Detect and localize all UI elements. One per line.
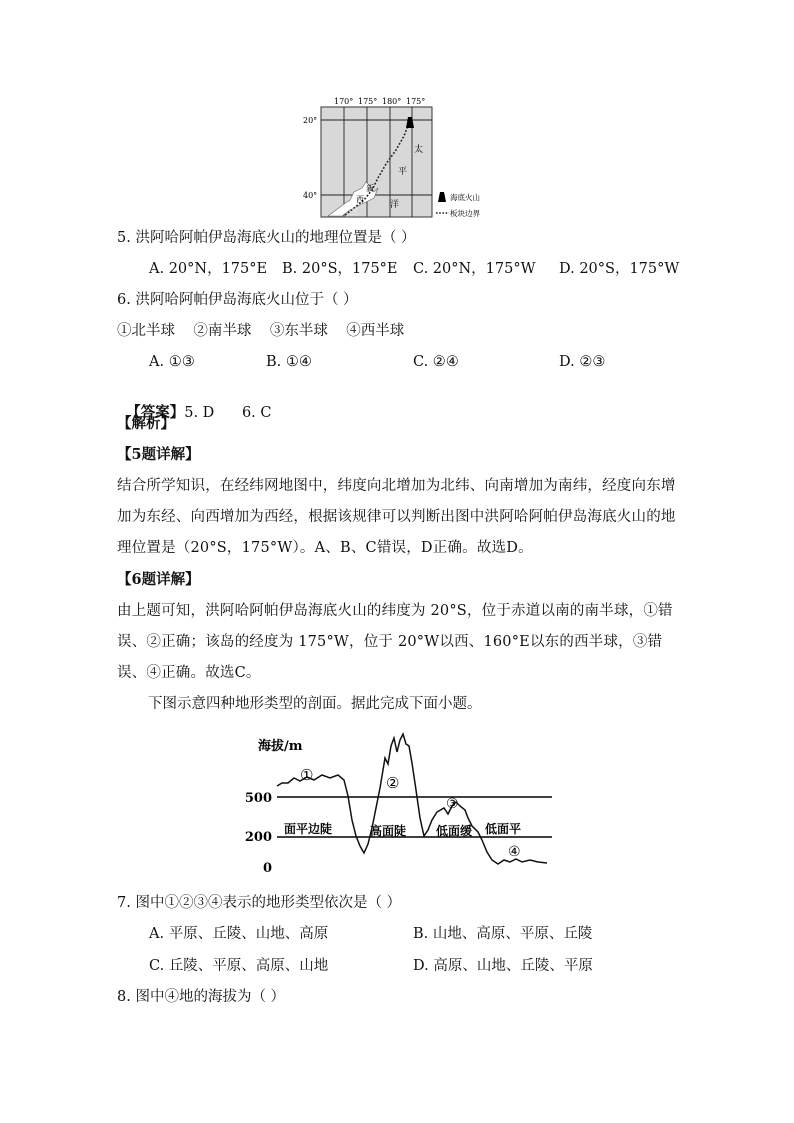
d5-label: 【5题详解】	[117, 446, 200, 463]
answer-label: 【答案】	[126, 404, 185, 421]
q5-option-b[interactable]: B. 20°S，175°E	[282, 261, 398, 277]
q6-option-d[interactable]: D. ②③	[559, 354, 606, 370]
lon-label: 170°	[334, 97, 354, 106]
legend-volcano-label: 海底火山	[450, 193, 480, 202]
ocean-char: 太	[414, 145, 424, 155]
graticule-map	[300, 92, 510, 222]
region-label-1: 面平边陡	[284, 822, 333, 836]
region-label-3: 低面缓	[436, 824, 473, 838]
terrain-profile	[244, 728, 556, 878]
q8-stem: 8. 图中④地的海拔为（ ）	[117, 989, 286, 1005]
ocean-char: 洋	[390, 200, 400, 210]
land-char: 兰	[350, 207, 358, 216]
d6-text: 由上题可知，洪阿哈阿帕伊岛海底火山的纬度为 20°S，位于赤道以南的南半球，①错误、②正确；该岛的经度为 175°W，位于 20°W以西、160°E以东的西半球，③错误、④正确。故选C。	[117, 603, 673, 681]
analysis-label: 【解析】	[117, 415, 175, 432]
profile-marker-4: ④	[508, 844, 521, 860]
map-frame	[321, 107, 432, 217]
land-char: 西	[356, 195, 364, 204]
profile-tick-label: 0	[262, 861, 272, 876]
q7-option-c[interactable]: C. 丘陵、平原、高原、山地	[149, 958, 329, 974]
lat-label: 20°	[303, 116, 318, 125]
q6-option-c[interactable]: C. ②④	[413, 354, 459, 370]
legend-volcano-icon	[438, 192, 446, 202]
intro-text: 下图示意四种地形类型的剖面。据此完成下面小题。	[148, 696, 482, 712]
q6-choices: ①北半球 ②南半球 ③东半球 ④西半球	[117, 323, 405, 339]
lon-label: 175°	[358, 97, 378, 106]
profile-marker-2: ②	[386, 774, 400, 792]
profile-marker-1: ①	[300, 766, 314, 784]
d5-text: 结合所学知识，在经纬网地图中，纬度向北增加为北纬、向南增加为南纬，经度向东增加为东经、向西增加为西经，根据该规律可以判断出图中洪阿哈阿帕伊岛海底火山的地理位置是（20°S，175°W）。A、B、C错误，D正确。故选D。	[117, 478, 676, 556]
ocean-char: 平	[398, 167, 408, 177]
land-char: 新	[366, 184, 374, 193]
profile-marker-3: ③	[446, 796, 459, 812]
q7-option-b[interactable]: B. 山地、高原、平原、丘陵	[413, 926, 593, 942]
q7-stem: 7. 图中①②③④表示的地形类型依次是（ ）	[117, 895, 402, 911]
q5-option-a[interactable]: A. 20°N，175°E	[149, 261, 268, 277]
profile-tick-label: 200	[244, 830, 272, 845]
answer-text: 5. D 6. C	[184, 405, 272, 421]
lon-label: 175°	[406, 97, 426, 106]
q6-stem: 6. 洪阿哈阿帕伊岛海底火山位于（ ）	[117, 292, 358, 308]
q6-option-a[interactable]: A. ①③	[149, 354, 195, 370]
d6-label: 【6题详解】	[117, 571, 200, 588]
q7-option-d[interactable]: D. 高原、山地、丘陵、平原	[413, 958, 593, 974]
q5-stem: 5. 洪阿哈阿帕伊岛海底火山的地理位置是（ ）	[117, 230, 416, 246]
lon-label: 180°	[382, 97, 402, 106]
terrain-profile-line	[277, 734, 547, 864]
region-label-4: 低面平	[485, 822, 522, 836]
q6-option-b[interactable]: B. ①④	[266, 354, 312, 370]
q7-option-a[interactable]: A. 平原、丘陵、山地、高原	[149, 926, 329, 942]
legend-boundary-label: 板块边界	[450, 209, 480, 218]
q5-option-d[interactable]: D. 20°S，175°W	[559, 261, 680, 277]
profile-tick-label: 500	[244, 791, 272, 806]
profile-ylabel: 海拔/m	[258, 739, 303, 754]
region-label-2: 高面陡	[370, 824, 407, 838]
q5-option-c[interactable]: C. 20°N，175°W	[413, 261, 536, 277]
lat-label: 40°	[303, 191, 318, 200]
